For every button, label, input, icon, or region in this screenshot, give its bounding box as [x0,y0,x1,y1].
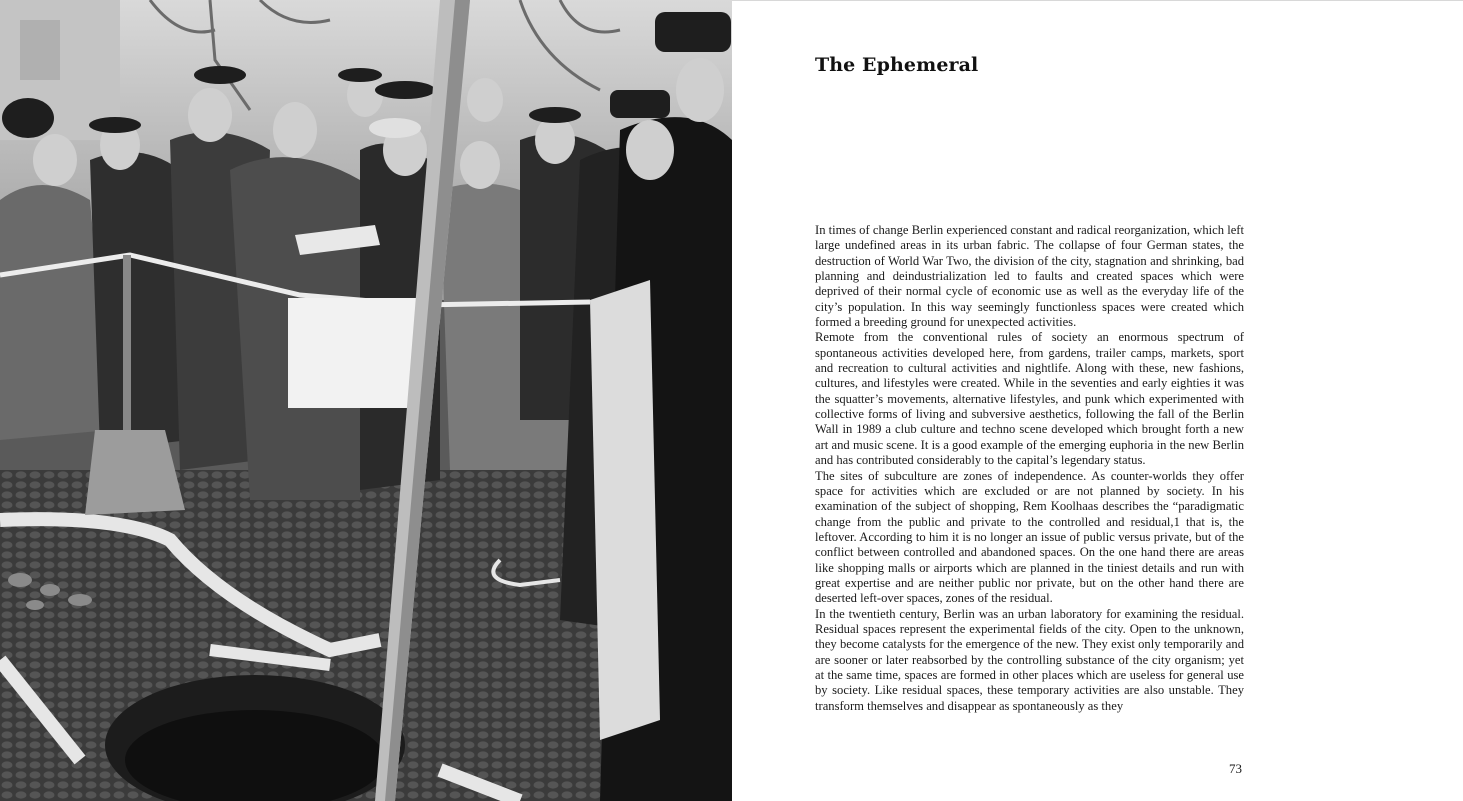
chapter-title: The Ephemeral [815,54,979,76]
body-text [815,223,1244,714]
paragraph-2: Remote from the conventional rules of society an enormous spectrum of spontaneous activities developed here, from gardens, trailer camps, markets, sport and recreation to cultural activities and nightlife. Along with these, new fashions, cultures, and lifestyles were created. While in the seventies and early eighties it was the squatter’s movements, alternative lifestyles, and punk which experimented with collective forms of living and subversive aesthetics, following the fall of the Berlin Wall in 1989 a club culture and techno scene developed which brought forth a new art and music scene. It is a good example of the emerging euphoria in the new Berlin and has contributed considerably to the capital’s legendary status. [815,330,1244,468]
right-page [732,0,1463,801]
page-number: 73 [1229,761,1242,776]
paragraph-1: In times of change Berlin experienced constant and radical reorganization, which left large undefined areas in its urban fabric. The collapse of four German states, the destruction of World War Two, the division of the city, stagnation and shrinking, bad planning and deindustrialization led to faults and created spaces which were deprived of their normal cycle of economic use as well as the everyday life of the city’s population. In this way seemingly functionless spaces were created which formed a breeding ground for unexpected activities. [815,223,1244,330]
paragraph-3: The sites of subculture are zones of independence. As counter-worlds they offer space for activities which are excluded or are not planned by society. In his examination of the subject of shopping, Rem Koolhaas describes the “paradigmatic change from the public and private to the controlled and residual,1 that is, the leftover. According to him it is no longer an issue of public versus private, but of the conflict between controlled and abandoned spaces. On the one hand there are areas like shopping malls or airports which are planned in the tiniest details and run with great expertise and are neither public nor private, but on the other hand there are deserted left-over spaces, zones of the residual. [815,468,1244,606]
paragraph-4: In the twentieth century, Berlin was an urban laboratory for examining the residual. Residual spaces represent the experimental fields of the city. Open to the unknown, they become catalysts for the emergence of the new. They exist only temporarily and are sooner or later reabsorbed by the controlling substance of the city organism; yet at the same time, spaces are formed in other places which are useless for general use by society. Like residual spaces, these temporary activities are also unstable. They transform themselves and disappear as spontaneously as they [815,606,1244,713]
